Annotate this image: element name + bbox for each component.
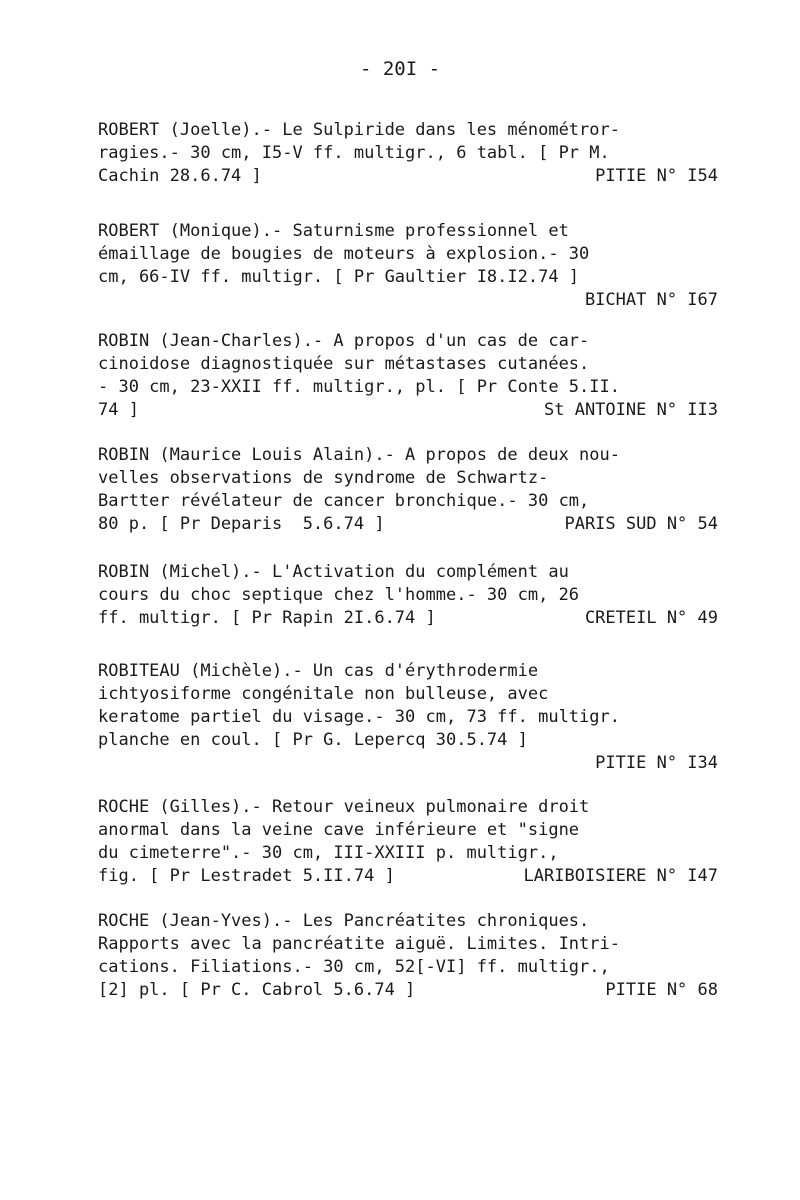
entry-last-line bbox=[98, 752, 718, 775]
entry-last-line bbox=[98, 399, 718, 422]
entry-line: ROBERT (Joelle).- Le Sulpiride dans les ménométror- bbox=[98, 120, 620, 140]
entry-line: cours du choc septique chez l'homme.- 30 cm, 26 bbox=[98, 585, 580, 605]
entry-line: Rapports avec la pancréatite aiguë. Limites. Intri- bbox=[98, 934, 620, 954]
entry-last-line bbox=[98, 289, 718, 312]
entry-line: Bartter révélateur de cancer bronchique.- 30 cm, bbox=[98, 491, 590, 511]
entry-line: cm, 66-IV ff. multigr. [ Pr Gaultier I8.I2.74 ] bbox=[98, 267, 580, 287]
entry-line: ROBITEAU (Michèle).- Un cas d'érythrodermie bbox=[98, 661, 539, 681]
entry-reference: 80 p. [ Pr Deparis 5.6.74 ] bbox=[98, 514, 385, 534]
entry-reference: ff. multigr. [ Pr Rapin 2I.6.74 ] bbox=[98, 608, 436, 628]
entry-reference: Cachin 28.6.74 ] bbox=[98, 166, 262, 186]
entry-location: St ANTOINE N° II3 bbox=[544, 400, 718, 420]
entry-location: CRETEIL N° 49 bbox=[584, 608, 718, 628]
entry-location: PITIE N° I54 bbox=[595, 166, 718, 186]
entry-location: PITIE N° 68 bbox=[605, 980, 718, 1000]
entry-line: émaillage de bougies de moteurs à explosion.- 30 bbox=[98, 244, 590, 264]
entry-reference: [2] pl. [ Pr C. Cabrol 5.6.74 ] bbox=[98, 980, 416, 1000]
entry-line: keratome partiel du visage.- 30 cm, 73 ff. multigr. bbox=[98, 707, 620, 727]
entry-line: ROBERT (Monique).- Saturnisme professionnel et bbox=[98, 221, 569, 241]
entry-line: velles observations de syndrome de Schwartz- bbox=[98, 468, 549, 488]
entry-location: LARIBOISIERE N° I47 bbox=[523, 866, 718, 886]
entry-line: planche en coul. [ Pr G. Lepercq 30.5.74 ] bbox=[98, 730, 528, 750]
entry-line: ragies.- 30 cm, I5-V ff. multigr., 6 tabl. [ Pr M. bbox=[98, 143, 610, 163]
catalog-entry bbox=[98, 444, 718, 536]
entry-reference: 74 ] bbox=[98, 400, 139, 420]
page-number: - 20I - bbox=[359, 58, 441, 80]
entry-location: BICHAT N° I67 bbox=[584, 290, 718, 310]
catalog-entry bbox=[98, 220, 718, 312]
entry-line: anormal dans la veine cave inférieure et "signe bbox=[98, 820, 580, 840]
catalog-entry bbox=[98, 796, 718, 888]
entry-last-line bbox=[98, 865, 718, 888]
catalog-entry bbox=[98, 119, 718, 188]
entry-line: cinoidose diagnostiquée sur métastases cutanées. bbox=[98, 354, 590, 374]
entry-line: - 30 cm, 23-XXII ff. multigr., pl. [ Pr Conte 5.II. bbox=[98, 377, 620, 397]
catalog-entry bbox=[98, 330, 718, 422]
entry-location: PARIS SUD N° 54 bbox=[564, 514, 718, 534]
entry-last-line bbox=[98, 979, 718, 1002]
entry-last-line bbox=[98, 607, 718, 630]
catalog-entry bbox=[98, 910, 718, 1002]
entry-line: cations. Filiations.- 30 cm, 52[-VI] ff. multigr., bbox=[98, 957, 610, 977]
entry-line: du cimeterre".- 30 cm, III-XXIII p. multigr., bbox=[98, 843, 559, 863]
entry-location: PITIE N° I34 bbox=[595, 753, 718, 773]
entry-reference: fig. [ Pr Lestradet 5.II.74 ] bbox=[98, 866, 395, 886]
entry-line: ROCHE (Gilles).- Retour veineux pulmonaire droit bbox=[98, 797, 590, 817]
entry-line: ROCHE (Jean-Yves).- Les Pancréatites chroniques. bbox=[98, 911, 590, 931]
entry-line: ROBIN (Michel).- L'Activation du complément au bbox=[98, 562, 569, 582]
entry-line: ichtyosiforme congénitale non bulleuse, avec bbox=[98, 684, 549, 704]
catalog-entry bbox=[98, 561, 718, 630]
entry-last-line bbox=[98, 165, 718, 188]
entry-line: ROBIN (Jean-Charles).- A propos d'un cas de car- bbox=[98, 331, 590, 351]
entry-last-line bbox=[98, 513, 718, 536]
catalog-entry bbox=[98, 660, 718, 775]
entry-line: ROBIN (Maurice Louis Alain).- A propos de deux nou- bbox=[98, 445, 620, 465]
